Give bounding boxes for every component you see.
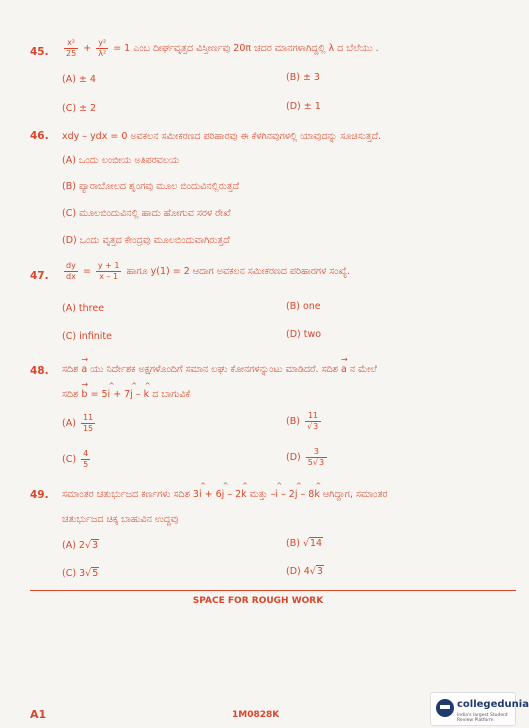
question-number: 49. (30, 489, 49, 501)
option-label: (D) (286, 452, 301, 463)
fraction (64, 261, 78, 282)
numerator: 11 (305, 411, 321, 422)
stem-text: ಸದಿಶ (62, 389, 79, 400)
denominator: 5 (83, 460, 89, 469)
watermark-badge (430, 692, 529, 726)
question-stem-line2 (62, 389, 190, 400)
numerator: y² (98, 38, 107, 47)
option[interactable]: (C) infinite (62, 331, 112, 342)
radicand: 3 (313, 422, 319, 431)
option[interactable]: (D) ± 1 (286, 101, 321, 112)
stem-text: = 5 (90, 389, 108, 400)
stem-text: ಹಾಗೂ y(1) = 2 ಆದಾಗ ಅವಕಲನ ಸಮೀಕರಣದ ಪರಿಹಾರಗಳ ಸಂಖ್ಯೆ. (126, 266, 351, 277)
vector-b: → b (81, 389, 87, 400)
option[interactable]: (A) 2√3 (62, 540, 99, 551)
option[interactable]: (B) one (286, 301, 321, 312)
option-label: (D) 4 (286, 566, 310, 577)
question-stem: xdy – ydx = 0 ಅವಕಲನ ಸಮೀಕರಣದ ಪರಿಹಾರವು ಈ ಕೆಳಗಿನವುಗಳಲ್ಲಿ ಯಾವುದನ್ನು ಸೂಚಿಸುತ್ತದೆ. (62, 131, 382, 142)
fraction (96, 38, 108, 59)
radicand: 5 (92, 568, 99, 579)
radicand: 3 (92, 540, 99, 551)
stem-text: ಯು ನಿರ್ದೇಶಕ ಅಕ್ಷಗಳೊಂದಿಗೆ ಸಮಾನ ಲಘು ಕೋನಗಳನ್ನುಂಟು ಮಾಡಿದರೆ. ಸದಿಶ (90, 364, 338, 375)
fraction (305, 411, 321, 432)
option[interactable]: (B) √14 (286, 538, 323, 549)
fraction (81, 413, 95, 434)
option-label: (A) 2 (62, 540, 85, 551)
vector-a: → a (81, 364, 87, 375)
option[interactable]: (B) ಪ್ಯಾರಾಬೋಲದ ಶೃಂಗವು ಮೂಲ ಬಿಂದುವಿನಲ್ಲಿರುತ್ತದೆ (62, 181, 240, 192)
unit-vector-i: ^ i (199, 489, 202, 500)
radicand: 3 (318, 458, 325, 467)
paper-code: 1M0828K (232, 710, 280, 720)
question-stem-line2: ಚತುರ್ಭುಜದ ಚಿಕ್ಕ ಬಾಹುವಿನ ಉದ್ದವು (62, 514, 179, 525)
question-stem (62, 489, 388, 500)
unit-vector-k: ^ k (314, 489, 320, 500)
radicand: 14 (310, 538, 323, 549)
denominator: 5√3 (307, 458, 325, 467)
option[interactable]: (D) two (286, 329, 322, 340)
numerator: 11 (82, 413, 94, 422)
option[interactable]: (A) ಒಂದು ಲಂಬೀಯ ಅತಿಪರವಲಯ (62, 155, 180, 166)
stem-text: ಸದಿಶ (62, 364, 79, 375)
vector-a: → a (341, 364, 347, 375)
stem-text: – (135, 389, 144, 400)
graduation-cap-icon (436, 699, 454, 717)
unit-vector-j: ^ j (295, 489, 298, 500)
option[interactable]: (B) ± 3 (286, 72, 320, 83)
option[interactable]: (D) ಒಂದು ವೃತ್ತದ ಕೇಂದ್ರವು ಮೂಲಬಿಂದುವಾಗಿರುತ್ತದೆ (62, 235, 230, 246)
unit-vector-i: ^ i (108, 389, 111, 400)
denominator: 25 (66, 49, 77, 58)
option[interactable] (62, 449, 92, 470)
option-label: (C) 3 (62, 568, 86, 579)
stem-text: – 2 (278, 489, 295, 500)
question-number: 45. (30, 46, 49, 58)
badge-tagline: India's largest Student Review Platform (457, 713, 508, 723)
stem-text: ಸಮಾಂತರ ಚತುರ್ಭುಜದ ಕರ್ಣಗಳು ಸದಿಶ 3 (62, 489, 199, 500)
unit-vector-k: ^ k (144, 389, 150, 400)
unit-vector-j: ^ j (222, 489, 225, 500)
numerator: 3 (306, 447, 327, 458)
fraction (96, 261, 122, 282)
radicand: 3 (316, 566, 323, 577)
divider (30, 590, 516, 591)
denominator: λ² (98, 49, 107, 58)
option[interactable] (62, 413, 97, 434)
stem-text: + 7 (113, 389, 131, 400)
stem-text: = 1 ಎಂಬ ದೀರ್ಘವೃತ್ತದ ವಿಸ್ತೀರ್ಣವು 20π ಚದರ ಮಾನಗಳಾಗಿದ್ದಲ್ಲಿ λ ದ ಬೆಲೆಯು . (113, 43, 379, 54)
operator: + (83, 43, 92, 54)
coefficient: 5 (307, 458, 313, 467)
option[interactable]: (C) ± 2 (62, 103, 97, 114)
denominator: 15 (82, 424, 94, 433)
stem-text: – 8 (297, 489, 315, 500)
unit-vector-j: ^ j (130, 389, 133, 400)
rough-work-label: SPACE FOR ROUGH WORK (192, 596, 324, 606)
stem-text: ಆಗಿದ್ದಾಗ, ಸಮಾಂತರ (319, 489, 388, 500)
option-label: (B) (286, 538, 300, 549)
denominator: dx (66, 272, 76, 281)
option[interactable]: (A) three (62, 303, 105, 314)
fraction (64, 38, 78, 59)
option-label: (B) (286, 416, 300, 427)
unit-vector-i: ^ i (275, 489, 278, 500)
question-number: 48. (30, 365, 49, 377)
option-label: (C) (62, 454, 77, 465)
question-number: 46. (30, 130, 49, 142)
stem-text: ದ ಬಾಗುವಿಕೆ (152, 389, 191, 400)
numerator: dy (66, 261, 76, 270)
question-stem (62, 38, 379, 59)
question-number: 47. (30, 270, 49, 282)
option-label: (A) (62, 418, 76, 429)
stem-text: + 6 (201, 489, 222, 500)
badge-name: collegedunia (457, 699, 529, 710)
option[interactable] (286, 411, 323, 432)
option[interactable]: (D) 4√3 (286, 566, 323, 577)
fraction (81, 449, 90, 470)
stem-text: ಮತ್ತು – (246, 489, 276, 500)
numerator: x² (64, 38, 78, 49)
numerator: 4 (83, 449, 89, 458)
denominator: x – 1 (99, 272, 119, 281)
option[interactable]: (C) ಮೂಲಬಿಂದುವಿನಲ್ಲಿ ಹಾದು ಹೋಗುವ ಸರಳ ರೇಖೆ (62, 208, 231, 219)
page-label: A1 (30, 708, 47, 721)
unit-vector-k: ^ k (241, 489, 247, 500)
question-stem (62, 364, 377, 375)
option[interactable]: (C) 3√5 (62, 568, 99, 579)
denominator: √3 (306, 422, 319, 431)
option[interactable] (286, 447, 329, 468)
question-stem (62, 261, 350, 282)
option[interactable]: (A) ± 4 (62, 74, 96, 85)
stem-text: – 2 (224, 489, 242, 500)
stem-text: ನ ಮೇಲೆ (349, 364, 377, 375)
numerator: y + 1 (97, 261, 120, 270)
fraction (306, 447, 327, 468)
operator: = (82, 266, 91, 277)
